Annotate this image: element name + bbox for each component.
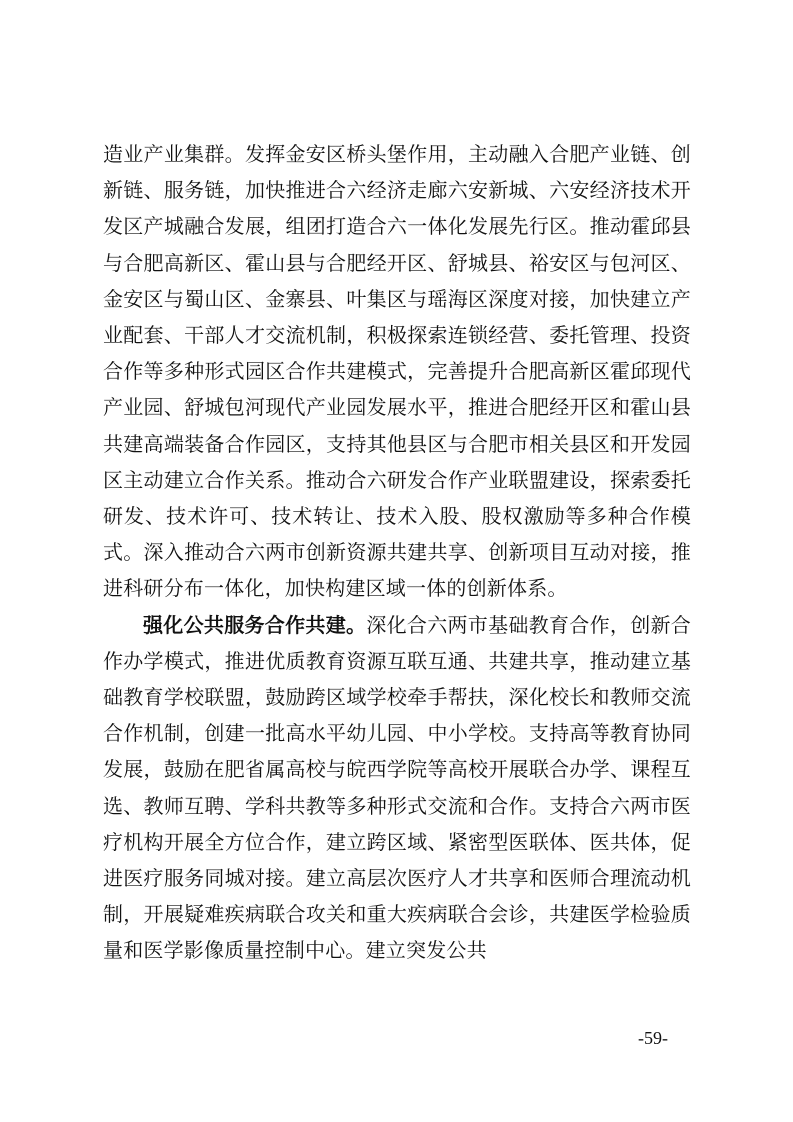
- paragraph-lead-heading: 强化公共服务合作共建。: [143, 612, 367, 637]
- page-number: -59-: [638, 1028, 668, 1048]
- paragraph-public-services: [103, 607, 691, 969]
- body-text: [103, 136, 691, 969]
- paragraph-body: 深化合六两市基础教育合作，创新合作办学模式，推进优质教育资源互联互通、共建共享，推动建立基础教育学校联盟，鼓励跨区域学校牵手帮扶，深化校长和教师交流合作机制，创建一批高水平幼儿园、中小学校。支持高等教育协同发展，鼓励在肥省属高校与皖西学院等高校开展联合办学、课程互选、教师互聘、学科共教等多种形式交流和合作。支持合六两市医疗机构开展全方位合作，建立跨区域、紧密型医联体、医共体，促进医疗服务同城对接。建立高层次医疗人才共享和医师合理流动机制，开展疑难疾病联合攻关和重大疾病联合会诊，共建医学检验质量和医学影像质量控制中心。建立突发公共: [103, 612, 692, 963]
- paragraph-industry-cooperation: 造业产业集群。发挥金安区桥头堡作用，主动融入合肥产业链、创新链、服务链，加快推进合六经济走廊六安新城、六安经济技术开发区产城融合发展，组团打造合六一体化发展先行区。推动霍邱县与合肥高新区、霍山县与合肥经开区、舒城县、裕安区与包河区、金安区与蜀山区、金寨县、叶集区与瑶海区深度对接，加快建立产业配套、干部人才交流机制，积极探索连锁经营、委托管理、投资合作等多种形式园区合作共建模式，完善提升合肥高新区霍邱现代产业园、舒城包河现代产业园发展水平，推进合肥经开区和霍山县共建高端装备合作园区，支持其他县区与合肥市相关县区和开发园区主动建立合作关系。推动合六研发合作产业联盟建设，探索委托研发、技术许可、技术转让、技术入股、股权激励等多种合作模式。深入推动合六两市创新资源共建共享、创新项目互动对接，推进科研分布一体化，加快构建区域一体的创新体系。: [103, 142, 691, 601]
